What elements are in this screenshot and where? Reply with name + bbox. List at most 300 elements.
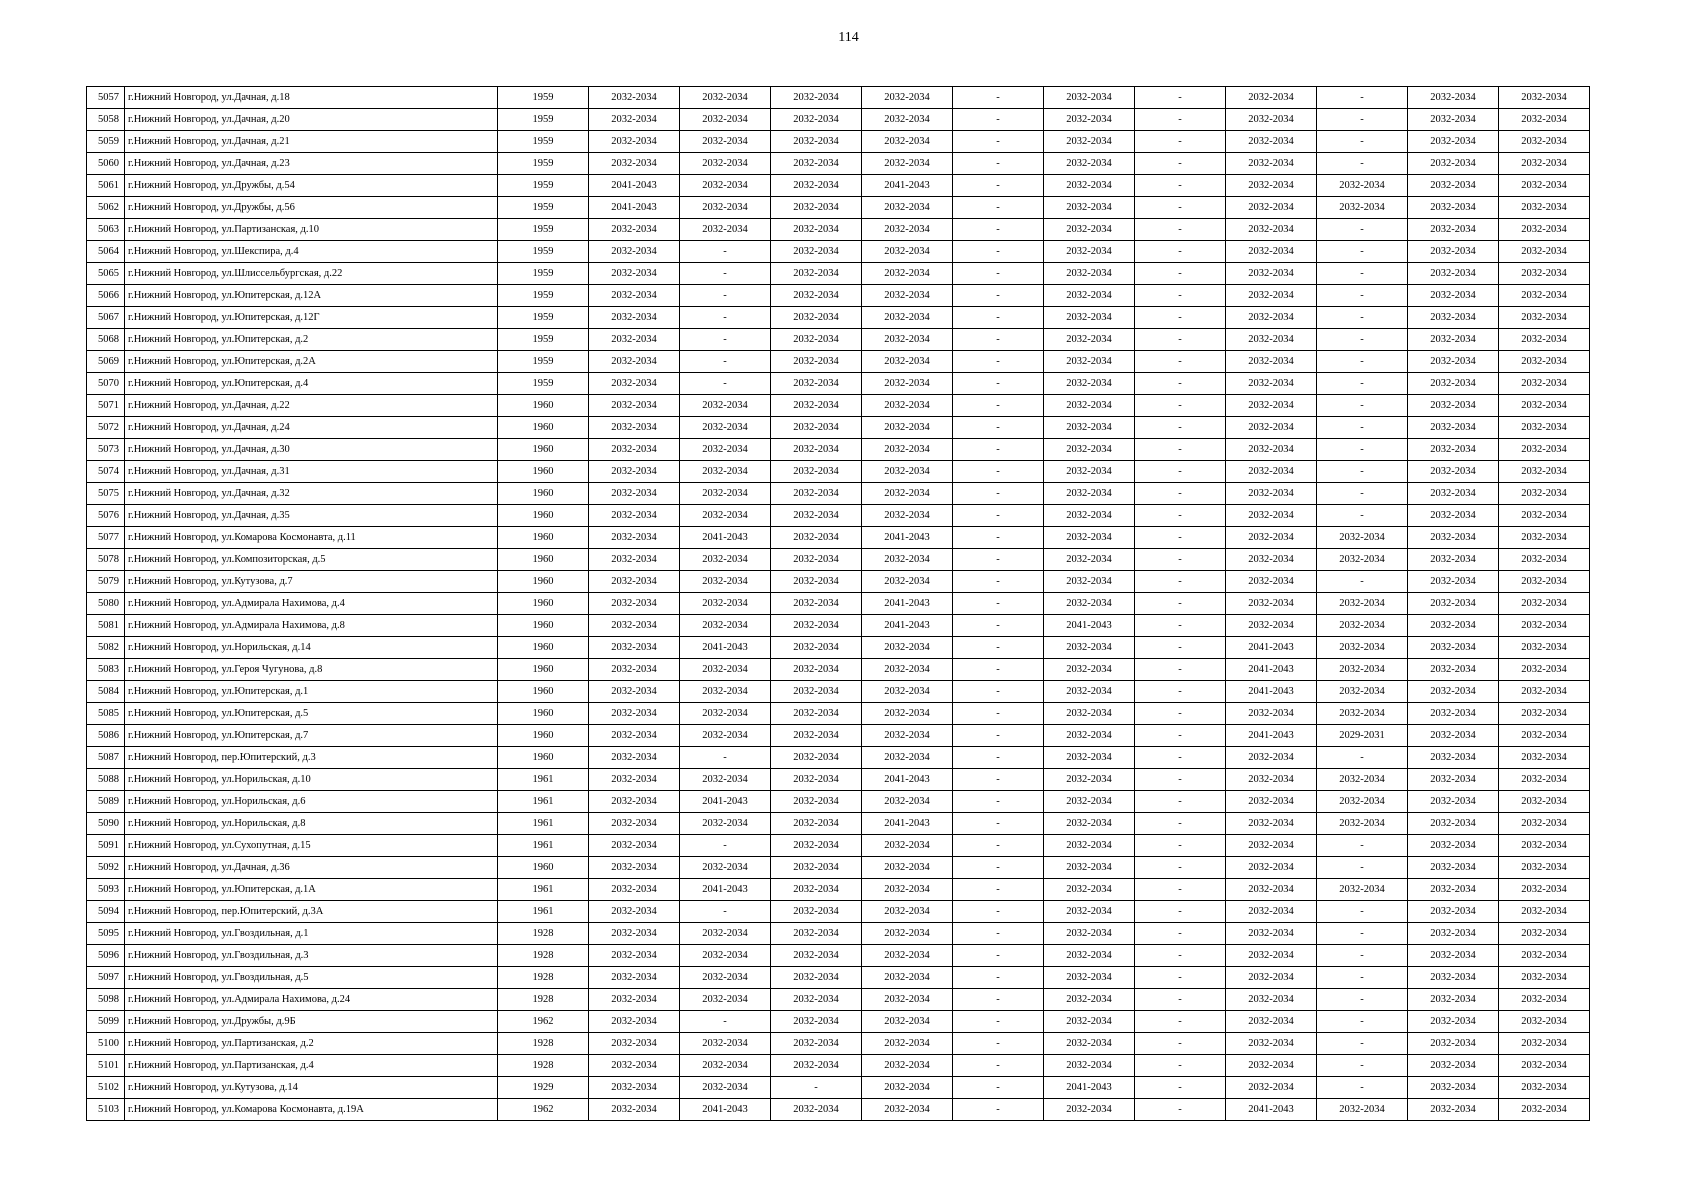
table-row bbox=[87, 219, 1590, 241]
term-cell-4: 2032-2034 bbox=[862, 1099, 953, 1121]
term-cell-4: 2041-2043 bbox=[862, 813, 953, 835]
term-cell-1: 2032-2034 bbox=[589, 505, 680, 527]
year-cell: 1959 bbox=[498, 285, 589, 307]
term-cell-3: 2032-2034 bbox=[771, 769, 862, 791]
table-row bbox=[87, 307, 1590, 329]
term-cell-5: - bbox=[953, 87, 1044, 109]
table-row bbox=[87, 263, 1590, 285]
term-cell-6: 2041-2043 bbox=[1044, 1077, 1135, 1099]
address-cell: г.Нижний Новгород, ул.Юпитерская, д.2 bbox=[125, 329, 498, 351]
term-cell-8: 2032-2034 bbox=[1226, 461, 1317, 483]
term-cell-10: 2032-2034 bbox=[1408, 615, 1499, 637]
term-cell-1: 2032-2034 bbox=[589, 241, 680, 263]
term-cell-8: 2032-2034 bbox=[1226, 307, 1317, 329]
term-cell-2: 2032-2034 bbox=[680, 417, 771, 439]
term-cell-4: 2032-2034 bbox=[862, 263, 953, 285]
term-cell-2: 2032-2034 bbox=[680, 681, 771, 703]
table-row bbox=[87, 1077, 1590, 1099]
term-cell-8: 2032-2034 bbox=[1226, 505, 1317, 527]
term-cell-4: 2032-2034 bbox=[862, 87, 953, 109]
term-cell-8: 2032-2034 bbox=[1226, 285, 1317, 307]
address-cell: г.Нижний Новгород, ул.Гвоздильная, д.3 bbox=[125, 945, 498, 967]
term-cell-2: - bbox=[680, 1011, 771, 1033]
year-cell: 1928 bbox=[498, 1055, 589, 1077]
address-cell: г.Нижний Новгород, ул.Героя Чугунова, д.8 bbox=[125, 659, 498, 681]
term-cell-9: 2032-2034 bbox=[1317, 637, 1408, 659]
address-cell: г.Нижний Новгород, ул.Дачная, д.21 bbox=[125, 131, 498, 153]
term-cell-10: 2032-2034 bbox=[1408, 901, 1499, 923]
term-cell-8: 2032-2034 bbox=[1226, 87, 1317, 109]
term-cell-1: 2032-2034 bbox=[589, 395, 680, 417]
term-cell-6: 2032-2034 bbox=[1044, 219, 1135, 241]
term-cell-4: 2032-2034 bbox=[862, 351, 953, 373]
year-cell: 1928 bbox=[498, 967, 589, 989]
term-cell-2: - bbox=[680, 307, 771, 329]
term-cell-8: 2032-2034 bbox=[1226, 1055, 1317, 1077]
row-number-cell: 5060 bbox=[87, 153, 125, 175]
term-cell-9: 2032-2034 bbox=[1317, 681, 1408, 703]
term-cell-4: 2032-2034 bbox=[862, 219, 953, 241]
term-cell-8: 2032-2034 bbox=[1226, 703, 1317, 725]
term-cell-6: 2032-2034 bbox=[1044, 1099, 1135, 1121]
term-cell-2: 2032-2034 bbox=[680, 967, 771, 989]
term-cell-4: 2032-2034 bbox=[862, 285, 953, 307]
address-cell: г.Нижний Новгород, ул.Комарова Космонавта, д.11 bbox=[125, 527, 498, 549]
term-cell-10: 2032-2034 bbox=[1408, 175, 1499, 197]
term-cell-11: 2032-2034 bbox=[1499, 417, 1590, 439]
term-cell-8: 2032-2034 bbox=[1226, 1011, 1317, 1033]
term-cell-1: 2032-2034 bbox=[589, 373, 680, 395]
term-cell-5: - bbox=[953, 857, 1044, 879]
year-cell: 1961 bbox=[498, 791, 589, 813]
year-cell: 1960 bbox=[498, 703, 589, 725]
term-cell-5: - bbox=[953, 241, 1044, 263]
term-cell-3: 2032-2034 bbox=[771, 241, 862, 263]
term-cell-2: 2041-2043 bbox=[680, 527, 771, 549]
term-cell-6: 2032-2034 bbox=[1044, 153, 1135, 175]
row-number-cell: 5078 bbox=[87, 549, 125, 571]
term-cell-5: - bbox=[953, 285, 1044, 307]
term-cell-9: 2032-2034 bbox=[1317, 659, 1408, 681]
term-cell-7: - bbox=[1135, 637, 1226, 659]
term-cell-3: - bbox=[771, 1077, 862, 1099]
table-row bbox=[87, 615, 1590, 637]
term-cell-9: - bbox=[1317, 857, 1408, 879]
term-cell-5: - bbox=[953, 813, 1044, 835]
term-cell-11: 2032-2034 bbox=[1499, 1077, 1590, 1099]
term-cell-6: 2032-2034 bbox=[1044, 395, 1135, 417]
term-cell-2: 2032-2034 bbox=[680, 769, 771, 791]
row-number-cell: 5061 bbox=[87, 175, 125, 197]
address-cell: г.Нижний Новгород, пер.Юпитерский, д.3А bbox=[125, 901, 498, 923]
term-cell-9: - bbox=[1317, 901, 1408, 923]
address-cell: г.Нижний Новгород, ул.Кутузова, д.14 bbox=[125, 1077, 498, 1099]
address-cell: г.Нижний Новгород, ул.Дачная, д.22 bbox=[125, 395, 498, 417]
year-cell: 1959 bbox=[498, 351, 589, 373]
term-cell-5: - bbox=[953, 571, 1044, 593]
term-cell-5: - bbox=[953, 175, 1044, 197]
term-cell-10: 2032-2034 bbox=[1408, 527, 1499, 549]
term-cell-10: 2032-2034 bbox=[1408, 747, 1499, 769]
term-cell-7: - bbox=[1135, 615, 1226, 637]
term-cell-3: 2032-2034 bbox=[771, 549, 862, 571]
term-cell-9: - bbox=[1317, 285, 1408, 307]
term-cell-8: 2041-2043 bbox=[1226, 1099, 1317, 1121]
term-cell-3: 2032-2034 bbox=[771, 945, 862, 967]
term-cell-6: 2032-2034 bbox=[1044, 835, 1135, 857]
address-cell: г.Нижний Новгород, ул.Шлиссельбургская, д.22 bbox=[125, 263, 498, 285]
term-cell-7: - bbox=[1135, 901, 1226, 923]
term-cell-5: - bbox=[953, 1011, 1044, 1033]
term-cell-2: 2032-2034 bbox=[680, 857, 771, 879]
term-cell-2: 2032-2034 bbox=[680, 659, 771, 681]
term-cell-5: - bbox=[953, 109, 1044, 131]
term-cell-3: 2032-2034 bbox=[771, 659, 862, 681]
term-cell-9: 2032-2034 bbox=[1317, 593, 1408, 615]
term-cell-10: 2032-2034 bbox=[1408, 967, 1499, 989]
row-number-cell: 5065 bbox=[87, 263, 125, 285]
term-cell-7: - bbox=[1135, 483, 1226, 505]
term-cell-2: 2032-2034 bbox=[680, 395, 771, 417]
term-cell-10: 2032-2034 bbox=[1408, 351, 1499, 373]
term-cell-10: 2032-2034 bbox=[1408, 395, 1499, 417]
term-cell-5: - bbox=[953, 703, 1044, 725]
term-cell-6: 2032-2034 bbox=[1044, 945, 1135, 967]
term-cell-9: - bbox=[1317, 1011, 1408, 1033]
term-cell-2: 2032-2034 bbox=[680, 483, 771, 505]
year-cell: 1960 bbox=[498, 725, 589, 747]
term-cell-11: 2032-2034 bbox=[1499, 659, 1590, 681]
row-number-cell: 5073 bbox=[87, 439, 125, 461]
term-cell-9: 2032-2034 bbox=[1317, 813, 1408, 835]
term-cell-5: - bbox=[953, 153, 1044, 175]
term-cell-8: 2032-2034 bbox=[1226, 549, 1317, 571]
term-cell-11: 2032-2034 bbox=[1499, 461, 1590, 483]
term-cell-11: 2032-2034 bbox=[1499, 725, 1590, 747]
term-cell-2: 2041-2043 bbox=[680, 791, 771, 813]
term-cell-5: - bbox=[953, 505, 1044, 527]
term-cell-4: 2032-2034 bbox=[862, 1033, 953, 1055]
term-cell-1: 2032-2034 bbox=[589, 285, 680, 307]
term-cell-7: - bbox=[1135, 791, 1226, 813]
address-cell: г.Нижний Новгород, ул.Дачная, д.32 bbox=[125, 483, 498, 505]
term-cell-4: 2032-2034 bbox=[862, 879, 953, 901]
row-number-cell: 5074 bbox=[87, 461, 125, 483]
term-cell-6: 2032-2034 bbox=[1044, 373, 1135, 395]
term-cell-5: - bbox=[953, 373, 1044, 395]
term-cell-9: 2032-2034 bbox=[1317, 527, 1408, 549]
term-cell-10: 2032-2034 bbox=[1408, 263, 1499, 285]
term-cell-10: 2032-2034 bbox=[1408, 813, 1499, 835]
term-cell-6: 2032-2034 bbox=[1044, 263, 1135, 285]
term-cell-4: 2032-2034 bbox=[862, 1011, 953, 1033]
term-cell-5: - bbox=[953, 945, 1044, 967]
address-cell: г.Нижний Новгород, ул.Норильская, д.8 bbox=[125, 813, 498, 835]
term-cell-10: 2032-2034 bbox=[1408, 549, 1499, 571]
year-cell: 1959 bbox=[498, 87, 589, 109]
term-cell-2: - bbox=[680, 241, 771, 263]
year-cell: 1959 bbox=[498, 307, 589, 329]
term-cell-10: 2032-2034 bbox=[1408, 659, 1499, 681]
term-cell-11: 2032-2034 bbox=[1499, 351, 1590, 373]
term-cell-9: - bbox=[1317, 87, 1408, 109]
term-cell-4: 2032-2034 bbox=[862, 1055, 953, 1077]
row-number-cell: 5082 bbox=[87, 637, 125, 659]
term-cell-6: 2041-2043 bbox=[1044, 615, 1135, 637]
year-cell: 1962 bbox=[498, 1011, 589, 1033]
table-row bbox=[87, 593, 1590, 615]
term-cell-2: 2032-2034 bbox=[680, 923, 771, 945]
row-number-cell: 5062 bbox=[87, 197, 125, 219]
term-cell-1: 2032-2034 bbox=[589, 901, 680, 923]
table-row bbox=[87, 1011, 1590, 1033]
year-cell: 1961 bbox=[498, 769, 589, 791]
term-cell-10: 2032-2034 bbox=[1408, 483, 1499, 505]
term-cell-6: 2032-2034 bbox=[1044, 923, 1135, 945]
term-cell-5: - bbox=[953, 263, 1044, 285]
term-cell-7: - bbox=[1135, 747, 1226, 769]
year-cell: 1961 bbox=[498, 901, 589, 923]
table-row bbox=[87, 659, 1590, 681]
row-number-cell: 5087 bbox=[87, 747, 125, 769]
table-row bbox=[87, 417, 1590, 439]
term-cell-4: 2032-2034 bbox=[862, 637, 953, 659]
term-cell-9: - bbox=[1317, 989, 1408, 1011]
term-cell-11: 2032-2034 bbox=[1499, 1033, 1590, 1055]
term-cell-7: - bbox=[1135, 857, 1226, 879]
table-row bbox=[87, 835, 1590, 857]
term-cell-8: 2032-2034 bbox=[1226, 747, 1317, 769]
year-cell: 1959 bbox=[498, 197, 589, 219]
term-cell-3: 2032-2034 bbox=[771, 901, 862, 923]
term-cell-10: 2032-2034 bbox=[1408, 131, 1499, 153]
term-cell-5: - bbox=[953, 1077, 1044, 1099]
term-cell-4: 2032-2034 bbox=[862, 109, 953, 131]
term-cell-11: 2032-2034 bbox=[1499, 967, 1590, 989]
year-cell: 1960 bbox=[498, 439, 589, 461]
term-cell-4: 2032-2034 bbox=[862, 329, 953, 351]
term-cell-9: - bbox=[1317, 395, 1408, 417]
term-cell-4: 2032-2034 bbox=[862, 307, 953, 329]
term-cell-7: - bbox=[1135, 417, 1226, 439]
term-cell-10: 2032-2034 bbox=[1408, 879, 1499, 901]
term-cell-4: 2041-2043 bbox=[862, 769, 953, 791]
term-cell-9: 2032-2034 bbox=[1317, 769, 1408, 791]
address-cell: г.Нижний Новгород, ул.Адмирала Нахимова, д.24 bbox=[125, 989, 498, 1011]
term-cell-3: 2032-2034 bbox=[771, 329, 862, 351]
term-cell-7: - bbox=[1135, 241, 1226, 263]
row-number-cell: 5085 bbox=[87, 703, 125, 725]
row-number-cell: 5072 bbox=[87, 417, 125, 439]
row-number-cell: 5094 bbox=[87, 901, 125, 923]
table-row bbox=[87, 483, 1590, 505]
term-cell-11: 2032-2034 bbox=[1499, 945, 1590, 967]
term-cell-7: - bbox=[1135, 1011, 1226, 1033]
table-row bbox=[87, 791, 1590, 813]
term-cell-6: 2032-2034 bbox=[1044, 571, 1135, 593]
address-cell: г.Нижний Новгород, ул.Юпитерская, д.7 bbox=[125, 725, 498, 747]
term-cell-6: 2032-2034 bbox=[1044, 351, 1135, 373]
year-cell: 1960 bbox=[498, 571, 589, 593]
term-cell-11: 2032-2034 bbox=[1499, 989, 1590, 1011]
term-cell-6: 2032-2034 bbox=[1044, 527, 1135, 549]
term-cell-6: 2032-2034 bbox=[1044, 417, 1135, 439]
term-cell-8: 2032-2034 bbox=[1226, 219, 1317, 241]
term-cell-7: - bbox=[1135, 461, 1226, 483]
term-cell-10: 2032-2034 bbox=[1408, 681, 1499, 703]
term-cell-2: - bbox=[680, 263, 771, 285]
term-cell-3: 2032-2034 bbox=[771, 527, 862, 549]
term-cell-5: - bbox=[953, 835, 1044, 857]
term-cell-2: 2032-2034 bbox=[680, 725, 771, 747]
term-cell-2: 2032-2034 bbox=[680, 813, 771, 835]
term-cell-7: - bbox=[1135, 1033, 1226, 1055]
year-cell: 1960 bbox=[498, 681, 589, 703]
year-cell: 1960 bbox=[498, 527, 589, 549]
row-number-cell: 5069 bbox=[87, 351, 125, 373]
term-cell-2: 2032-2034 bbox=[680, 945, 771, 967]
term-cell-10: 2032-2034 bbox=[1408, 703, 1499, 725]
term-cell-8: 2032-2034 bbox=[1226, 945, 1317, 967]
data-table bbox=[86, 86, 1590, 1121]
term-cell-10: 2032-2034 bbox=[1408, 461, 1499, 483]
term-cell-1: 2032-2034 bbox=[589, 219, 680, 241]
year-cell: 1959 bbox=[498, 373, 589, 395]
term-cell-8: 2032-2034 bbox=[1226, 879, 1317, 901]
term-cell-11: 2032-2034 bbox=[1499, 285, 1590, 307]
term-cell-6: 2032-2034 bbox=[1044, 967, 1135, 989]
address-cell: г.Нижний Новгород, ул.Дачная, д.23 bbox=[125, 153, 498, 175]
term-cell-6: 2032-2034 bbox=[1044, 769, 1135, 791]
term-cell-5: - bbox=[953, 483, 1044, 505]
term-cell-4: 2032-2034 bbox=[862, 1077, 953, 1099]
term-cell-1: 2032-2034 bbox=[589, 571, 680, 593]
term-cell-1: 2032-2034 bbox=[589, 923, 680, 945]
term-cell-3: 2032-2034 bbox=[771, 483, 862, 505]
year-cell: 1960 bbox=[498, 747, 589, 769]
term-cell-6: 2032-2034 bbox=[1044, 659, 1135, 681]
term-cell-4: 2032-2034 bbox=[862, 461, 953, 483]
row-number-cell: 5098 bbox=[87, 989, 125, 1011]
address-cell: г.Нижний Новгород, ул.Партизанская, д.10 bbox=[125, 219, 498, 241]
term-cell-9: 2032-2034 bbox=[1317, 197, 1408, 219]
term-cell-10: 2032-2034 bbox=[1408, 593, 1499, 615]
row-number-cell: 5092 bbox=[87, 857, 125, 879]
address-cell: г.Нижний Новгород, ул.Адмирала Нахимова, д.4 bbox=[125, 593, 498, 615]
term-cell-6: 2032-2034 bbox=[1044, 483, 1135, 505]
term-cell-8: 2032-2034 bbox=[1226, 571, 1317, 593]
term-cell-2: 2041-2043 bbox=[680, 879, 771, 901]
term-cell-5: - bbox=[953, 637, 1044, 659]
term-cell-2: 2032-2034 bbox=[680, 1077, 771, 1099]
row-number-cell: 5058 bbox=[87, 109, 125, 131]
row-number-cell: 5099 bbox=[87, 1011, 125, 1033]
term-cell-10: 2032-2034 bbox=[1408, 307, 1499, 329]
term-cell-11: 2032-2034 bbox=[1499, 1099, 1590, 1121]
term-cell-11: 2032-2034 bbox=[1499, 527, 1590, 549]
term-cell-7: - bbox=[1135, 197, 1226, 219]
term-cell-7: - bbox=[1135, 989, 1226, 1011]
address-cell: г.Нижний Новгород, ул.Юпитерская, д.1А bbox=[125, 879, 498, 901]
year-cell: 1960 bbox=[498, 395, 589, 417]
term-cell-11: 2032-2034 bbox=[1499, 769, 1590, 791]
term-cell-4: 2032-2034 bbox=[862, 659, 953, 681]
term-cell-1: 2032-2034 bbox=[589, 593, 680, 615]
term-cell-7: - bbox=[1135, 439, 1226, 461]
term-cell-10: 2032-2034 bbox=[1408, 505, 1499, 527]
term-cell-9: - bbox=[1317, 307, 1408, 329]
term-cell-7: - bbox=[1135, 109, 1226, 131]
table-row bbox=[87, 373, 1590, 395]
term-cell-1: 2032-2034 bbox=[589, 417, 680, 439]
term-cell-5: - bbox=[953, 659, 1044, 681]
term-cell-3: 2032-2034 bbox=[771, 461, 862, 483]
term-cell-8: 2041-2043 bbox=[1226, 725, 1317, 747]
term-cell-11: 2032-2034 bbox=[1499, 87, 1590, 109]
term-cell-7: - bbox=[1135, 527, 1226, 549]
term-cell-7: - bbox=[1135, 87, 1226, 109]
term-cell-5: - bbox=[953, 395, 1044, 417]
table-row bbox=[87, 285, 1590, 307]
term-cell-8: 2041-2043 bbox=[1226, 659, 1317, 681]
term-cell-6: 2032-2034 bbox=[1044, 131, 1135, 153]
term-cell-8: 2032-2034 bbox=[1226, 813, 1317, 835]
term-cell-1: 2032-2034 bbox=[589, 1033, 680, 1055]
table-row bbox=[87, 87, 1590, 109]
term-cell-7: - bbox=[1135, 131, 1226, 153]
term-cell-11: 2032-2034 bbox=[1499, 197, 1590, 219]
term-cell-8: 2041-2043 bbox=[1226, 681, 1317, 703]
term-cell-4: 2032-2034 bbox=[862, 241, 953, 263]
term-cell-1: 2032-2034 bbox=[589, 461, 680, 483]
address-cell: г.Нижний Новгород, ул.Дачная, д.30 bbox=[125, 439, 498, 461]
term-cell-9: 2029-2031 bbox=[1317, 725, 1408, 747]
term-cell-8: 2032-2034 bbox=[1226, 901, 1317, 923]
term-cell-4: 2032-2034 bbox=[862, 571, 953, 593]
term-cell-5: - bbox=[953, 681, 1044, 703]
term-cell-10: 2032-2034 bbox=[1408, 1055, 1499, 1077]
term-cell-3: 2032-2034 bbox=[771, 1055, 862, 1077]
year-cell: 1959 bbox=[498, 109, 589, 131]
term-cell-3: 2032-2034 bbox=[771, 439, 862, 461]
term-cell-6: 2032-2034 bbox=[1044, 461, 1135, 483]
row-number-cell: 5070 bbox=[87, 373, 125, 395]
term-cell-9: - bbox=[1317, 131, 1408, 153]
row-number-cell: 5075 bbox=[87, 483, 125, 505]
year-cell: 1961 bbox=[498, 879, 589, 901]
row-number-cell: 5057 bbox=[87, 87, 125, 109]
term-cell-9: - bbox=[1317, 219, 1408, 241]
term-cell-1: 2032-2034 bbox=[589, 439, 680, 461]
term-cell-10: 2032-2034 bbox=[1408, 219, 1499, 241]
year-cell: 1960 bbox=[498, 637, 589, 659]
term-cell-9: - bbox=[1317, 483, 1408, 505]
term-cell-5: - bbox=[953, 747, 1044, 769]
year-cell: 1928 bbox=[498, 1033, 589, 1055]
term-cell-2: 2032-2034 bbox=[680, 989, 771, 1011]
term-cell-1: 2032-2034 bbox=[589, 681, 680, 703]
term-cell-7: - bbox=[1135, 153, 1226, 175]
table-row bbox=[87, 505, 1590, 527]
term-cell-6: 2032-2034 bbox=[1044, 549, 1135, 571]
term-cell-11: 2032-2034 bbox=[1499, 593, 1590, 615]
term-cell-2: 2032-2034 bbox=[680, 593, 771, 615]
year-cell: 1960 bbox=[498, 483, 589, 505]
row-number-cell: 5101 bbox=[87, 1055, 125, 1077]
term-cell-7: - bbox=[1135, 373, 1226, 395]
term-cell-1: 2032-2034 bbox=[589, 1099, 680, 1121]
address-cell: г.Нижний Новгород, ул.Норильская, д.6 bbox=[125, 791, 498, 813]
